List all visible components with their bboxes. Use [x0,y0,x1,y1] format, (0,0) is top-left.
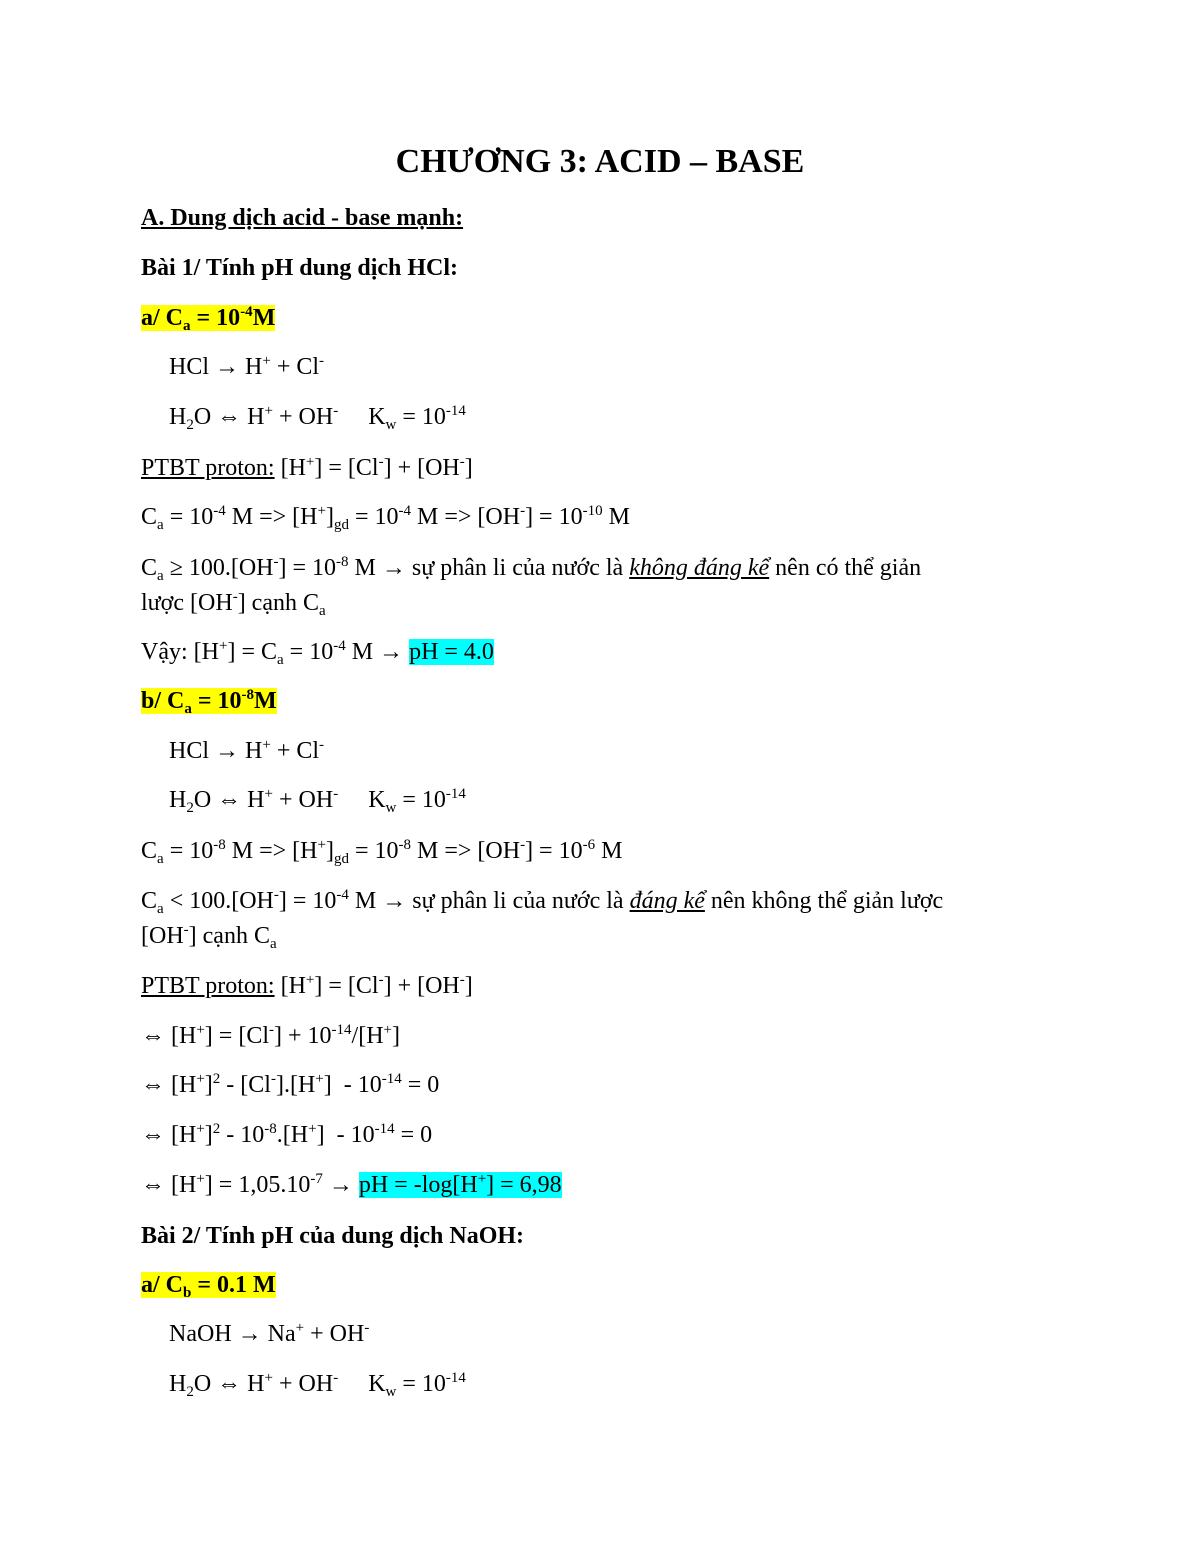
hcl-dissociation-1a: HCl → H+ + Cl- [169,353,325,380]
equation-step-2: ⇔ $[H^+]^2 - [Cl^-].[H^+] - 10^{-14} = 0$ [141,1071,440,1098]
part-2a-highlight: a/ $C_b = 0.1$ M [141,1272,276,1301]
proton-balance-1b: PTBT proton: [H+] = [Cl-] + [OH-] [141,972,473,999]
exercise-1-heading: Bài 1/ Tính pH dung dịch HCl: [141,255,459,281]
part-2a-label [141,1270,276,1300]
part-1b-highlight: b/ $C_a = 10^{-8}M$ [141,687,277,717]
comparison-line-1b: $C_a < 100.[OH^-] = 10^{-4}$ M → sự phân li của nước là đáng kể nên không thể giản lược [141,887,944,917]
emphasis-negligible: không đáng kể [629,555,770,581]
comparison-line-1a: $C_a \ge 100.[OH^-] = 10^{-8}$ M → sự phân li của nước là không đáng kể nên có thể giản [141,554,922,584]
equation-step-3: ⇔ $[H^+]^2 - 10^{-8}.[H^+] - 10^{-14} = 0$ [141,1121,433,1148]
section-a-heading: A. Dung dịch acid - base mạnh: [141,205,464,231]
emphasis-significant: đáng kể [629,888,705,914]
equation-step-1: ⇔ $[H^+] = [Cl^-] + 10^{-14}/[H^+]$ [141,1022,400,1049]
hcl-dissociation-1b: HCl → H+ + Cl- [169,737,325,764]
part-1b-label [141,686,277,716]
proton-balance-1a: PTBT proton: [H+] = [Cl-] + [OH-] [141,454,473,481]
result-ph-1a: pH = 4.0 [409,639,494,665]
comparison-line-1a-cont: lược [OH-] cạnh $C_a$ [141,589,326,619]
water-equilibrium-2a: $H_2O$ ⇔ H+ + OH- $K_w = 10^{-14}$ [169,1370,466,1400]
part-1a-label [141,303,275,333]
comparison-line-1b-cont: [OH-] cạnh $C_a$ [141,922,277,952]
equation-step-4: ⇔ $[H^+] = 1,05.10^{-7}$ → pH = -log[H+] = 6,98 [141,1171,562,1198]
result-ph-1b: pH = -log[H+] = 6,98 [358,1171,562,1198]
naoh-dissociation: NaOH → Na+ + OH- [169,1320,370,1347]
chapter-title: CHƯƠNG 3: ACID – BASE [395,143,805,180]
concentration-line-1b: $C_a = 10^{-8}$ $M => [H^+]_{gd} = 10^{-8}$ $M => [OH^-] = 10^{-6}$ M [141,837,623,867]
concentration-line-1a: $C_a = 10^{-4}$ $M => [H^+]_{gd} = 10^{-4}$ $M => [OH^-] = 10^{-10}$ M [141,503,630,533]
part-1a-highlight: a/ $C_a = 10^{-4}M$ [141,304,276,334]
water-equilibrium-1a: $H_2O$ ⇔ H+ + OH- $K_w = 10^{-14}$ [169,403,466,433]
exercise-2-heading: Bài 2/ Tính pH của dung dịch NaOH: [141,1223,525,1249]
conclusion-1a: Vậy: $[H^+] = C_a = 10^{-4}$ M → pH = 4.0 [141,638,494,668]
water-equilibrium-1b: $H_2O$ ⇔ H+ + OH- $K_w = 10^{-14}$ [169,786,466,816]
